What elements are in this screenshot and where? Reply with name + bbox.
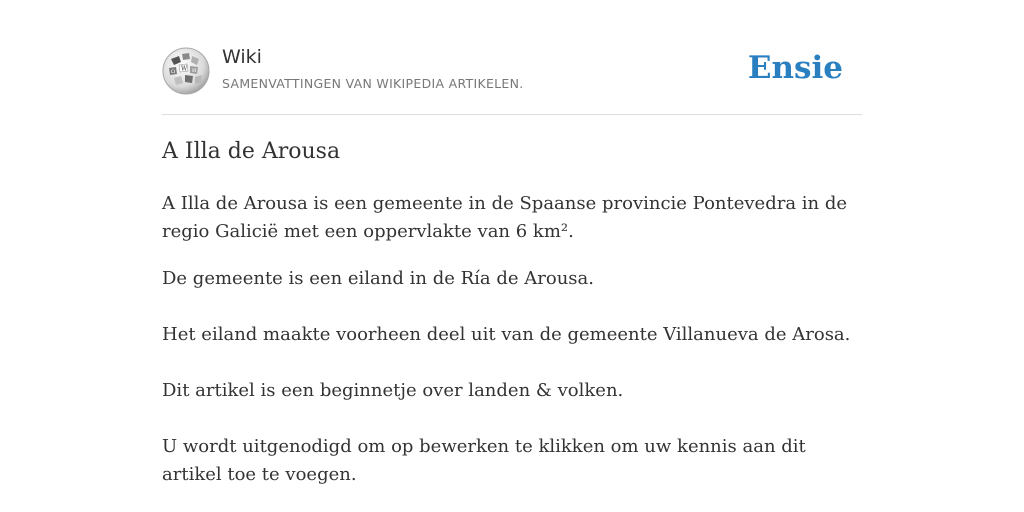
site-tagline: SAMENVATTINGEN VAN WIKIPEDIA ARTIKELEN. <box>222 76 524 91</box>
article-title: A Illa de Arousa <box>162 139 341 164</box>
svg-text:Ω: Ω <box>171 69 176 75</box>
article <box>162 136 862 489</box>
article-paragraph: U wordt uitgenodigd om op bewerken te klikken om uw kennis aan dit artikel toe te voegen. <box>162 436 806 485</box>
site-title[interactable]: Wiki <box>222 46 262 68</box>
article-paragraph: De gemeente is een eiland in de Ría de Arousa. <box>162 268 594 289</box>
wikipedia-globe-icon[interactable] <box>162 47 210 95</box>
brand-logo[interactable]: Ensie <box>747 50 843 86</box>
site-header <box>162 44 862 115</box>
svg-text:W: W <box>181 65 188 73</box>
article-paragraph: A Illa de Arousa is een gemeente in de Spaanse provincie Pontevedra in de regio Galicië met een oppervlakte van 6 km². <box>162 193 848 242</box>
svg-text:И: И <box>192 68 197 74</box>
article-paragraph: Dit artikel is een beginnetje over landen & volken. <box>162 380 624 401</box>
article-paragraph: Het eiland maakte voorheen deel uit van de gemeente Villanueva de Arosa. <box>162 324 851 345</box>
